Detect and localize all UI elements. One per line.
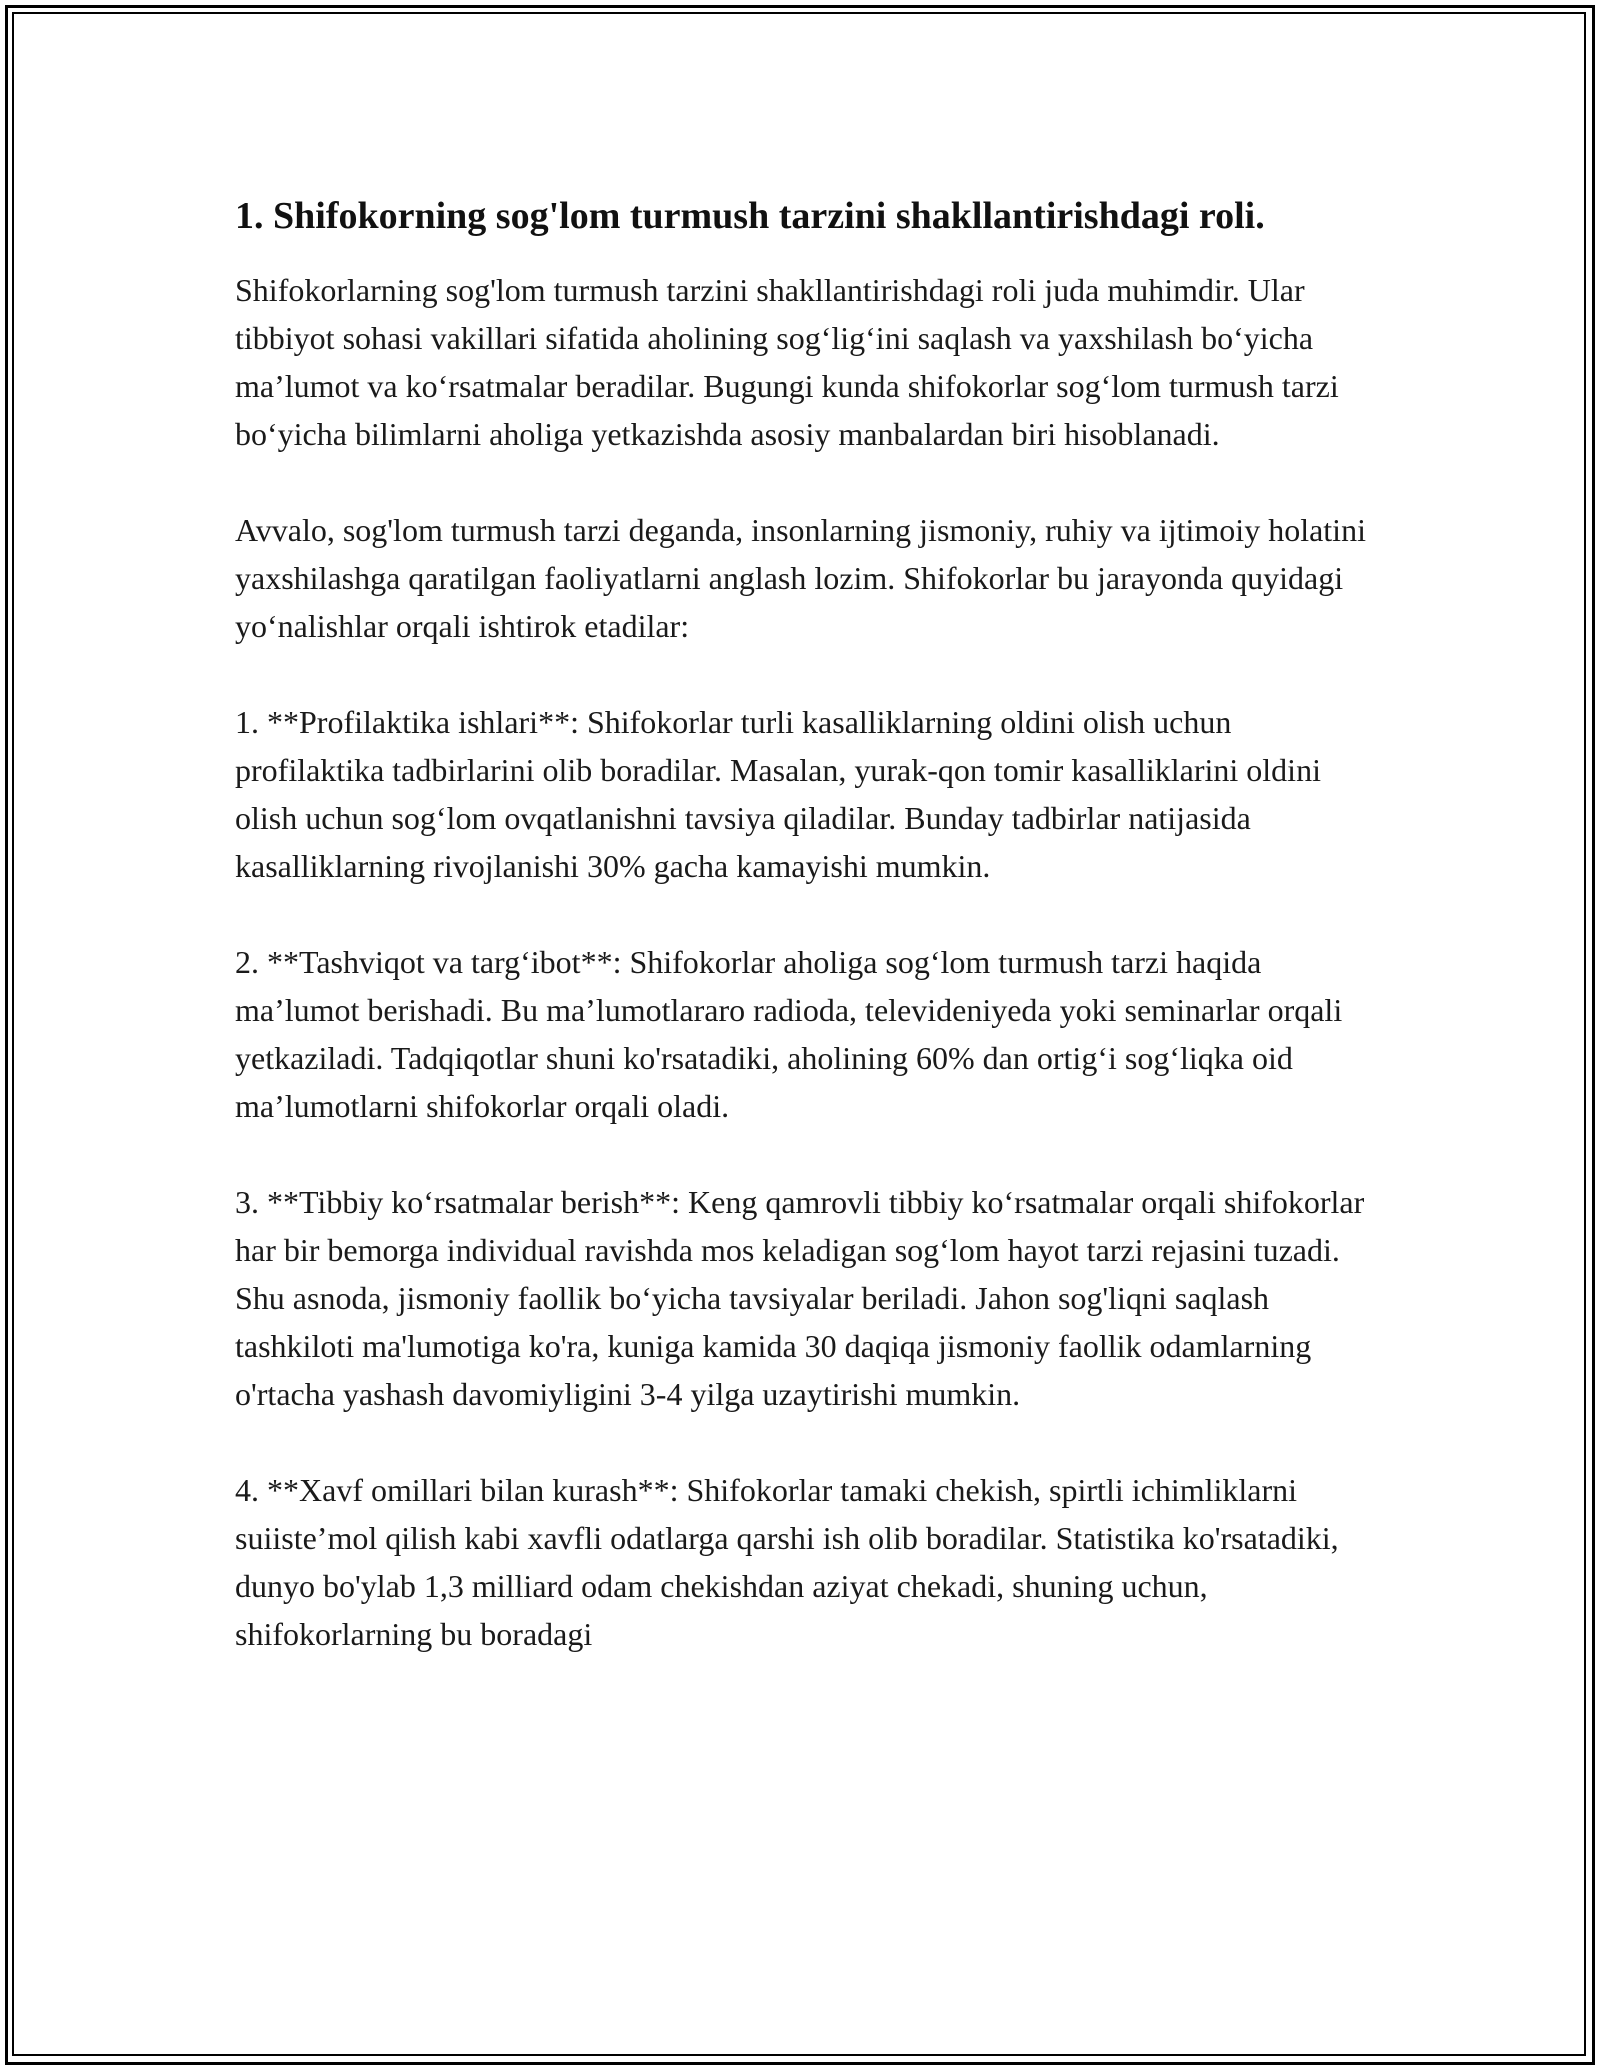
paragraph-intro: Shifokorlarning sog'lom turmush tarzini shakllantirishdagi roli juda muhimdir. Ular tibbiyot sohasi vakillari sifatida aholining sog‘lig‘ini saqlash va yaxshilash bo‘yicha ma’lumot va ko‘rsatmalar beradilar. Bugungi kunda shifokorlar sog‘lom turmush tarzi bo‘yicha bilimlarni aholiga yetkazishda asosiy manbalardan biri hisoblanadi. (235, 272, 1339, 452)
section-heading: 1. Shifokorning sog'lom turmush tarzini shakllantirishdagi roli. (235, 195, 1265, 237)
list-item-promotion: 2. **Tashviqot va targ‘ibot**: Shifokorlar aholiga sog‘lom turmush tarzi haqida ma’lumot berishadi. Bu ma’lumotlararo radioda, televideniyeda yoki seminarlar orqali yetkaziladi. Tadqiqotlar shuni ko'rsatadiki, aholining 60% dan ortig‘i sog‘liqka oid ma’lumotlarni shifokorlar orqali oladi. (235, 944, 1343, 1124)
list-item-prevention: 1. **Profilaktika ishlari**: Shifokorlar turli kasalliklarning oldini olish uchun profilaktika tadbirlarini olib boradilar. Masalan, yurak-qon tomir kasalliklarini oldini olish uchun sog‘lom ovqatlanishni tavsiya qiladilar. Bunday tadbirlar natijasida kasalliklarning rivojlanishi 30% gacha kamayishi mumkin. (235, 704, 1321, 884)
document-body (235, 188, 1375, 1658)
paragraph-definition: Avvalo, sog'lom turmush tarzi deganda, insonlarning jismoniy, ruhiy va ijtimoiy holatini yaxshilashga qaratilgan faoliyatlarni anglash lozim. Shifokorlar bu jarayonda quyidagi yo‘nalishlar orqali ishtirok etadilar: (235, 512, 1366, 644)
list-item-risk-factors: 4. **Xavf omillari bilan kurash**: Shifokorlar tamaki chekish, spirtli ichimliklarni suiiste’mol qilish kabi xavfli odatlarga qarshi ish olib boradilar. Statistika ko'rsatadiki, dunyo bo'ylab 1,3 milliard odam chekishdan aziyat chekadi, shuning uchun, shifokorlarning bu boradagi (235, 1472, 1339, 1652)
list-item-medical-guidance: 3. **Tibbiy ko‘rsatmalar berish**: Keng qamrovli tibbiy ko‘rsatmalar orqali shifokorlar har bir bemorga individual ravishda mos keladigan sog‘lom hayot tarzi rejasini tuzadi. Shu asnoda, jismoniy faollik bo‘yicha tavsiyalar beriladi. Jahon sog'liqni saqlash tashkiloti ma'lumotiga ko'ra, kuniga kamida 30 daqiqa jismoniy faollik odamlarning o'rtacha yashash davomiyligini 3-4 yilga uzaytirishi mumkin. (235, 1184, 1365, 1412)
